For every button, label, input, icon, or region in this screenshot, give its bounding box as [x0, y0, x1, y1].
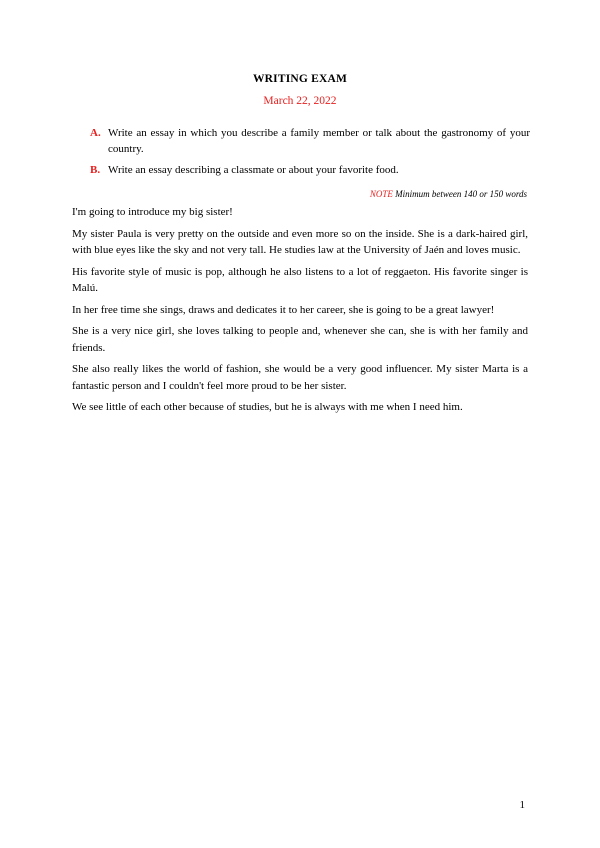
essay-paragraph: I'm going to introduce my big sister!: [72, 206, 233, 218]
essay-paragraph: She is a very nice girl, she loves talking to people and, whenever she can, she is with her family and friends.: [72, 325, 528, 354]
word-count-note: [370, 189, 527, 199]
essay-paragraph: My sister Paula is very pretty on the outside and even more so on the inside. She is a dark-haired girl, with blue eyes like the sky and not very tall. He studies law at the University of Jaén and loves music.: [72, 227, 528, 256]
essay-body: [72, 204, 528, 421]
option-letter: A.: [90, 127, 101, 139]
option-letter: B.: [90, 164, 101, 176]
option-a: [90, 125, 530, 157]
essay-paragraph: His favorite style of music is pop, although he also listens to a lot of reggaeton. His favorite singer is Malú.: [72, 265, 528, 294]
option-text: Write an essay in which you describe a family member or talk about the gastronomy of your country.: [108, 127, 530, 155]
note-label: NOTE: [369, 189, 393, 199]
page-number: 1: [519, 799, 525, 811]
essay-paragraph: She also really likes the world of fashion, she would be a very good influencer. My sister Marta is a fantastic person and I couldn't feel more proud to be her sister.: [72, 363, 528, 392]
exam-date: March 22, 2022: [263, 95, 337, 107]
note-text: Minimum between 140 or 150 words: [395, 189, 527, 199]
option-text: Write an essay describing a classmate or about your favorite food.: [108, 164, 399, 176]
page-title: WRITING EXAM: [252, 73, 348, 85]
essay-paragraph: We see little of each other because of studies, but he is always with me when I need him.: [72, 401, 463, 413]
option-b: [90, 162, 530, 178]
prompt-options: [90, 125, 530, 183]
essay-paragraph: In her free time she sings, draws and dedicates it to her career, she is going to be a great lawyer!: [72, 303, 495, 316]
